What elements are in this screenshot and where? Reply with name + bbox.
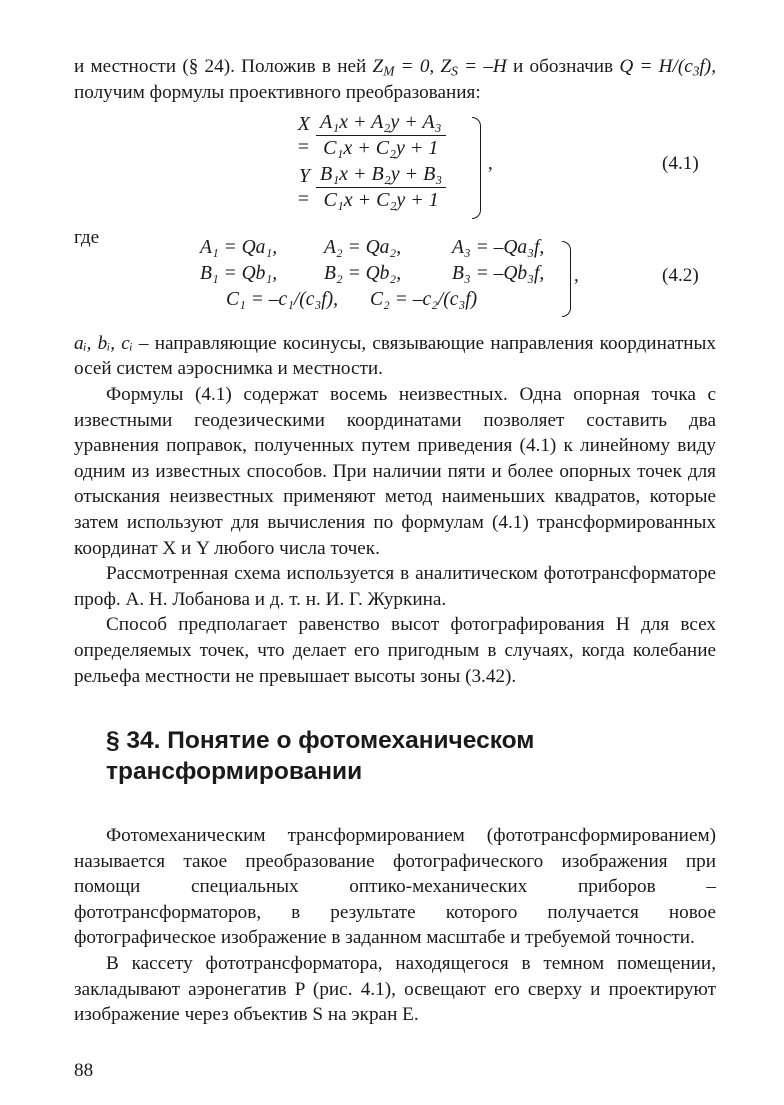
cosines-vars: aᵢ, bᵢ, cᵢ	[74, 332, 133, 354]
intro-text-3: получим формулы проективного преобразования:	[74, 81, 481, 103]
equation-x-denominator: C₁x + C₂y + 1	[323, 137, 439, 160]
where-label: где	[74, 227, 100, 249]
equation-y-numerator: B₁x + B₂y + B₃	[316, 163, 446, 188]
eq-c1: C₁ = –c₁/(c₃f),	[226, 288, 339, 310]
method-paragraph: Способ предполагает равенство высот фотографирования H для всех определяемых точек, что делает его пригодным в случаях, когда колебание рельефа местности не превышает высоты зоны (3.42).	[74, 614, 716, 687]
cosines-paragraph	[74, 331, 716, 382]
eq-b1: B₁ = Qb₁,	[200, 262, 278, 284]
eq-a3: A₃ = –Qa₃f,	[452, 236, 545, 258]
section-heading	[106, 725, 716, 787]
equation-y	[284, 163, 446, 212]
equation-x-lhs: X =	[296, 112, 310, 158]
section-heading-line-2: трансформировании	[106, 758, 363, 786]
equation-x	[284, 111, 446, 160]
cassette-paragraph: В кассету фототрансформатора, находящегося в темном помещении, закладывают аэронегатив P (рис. 4.1), освещают его сверху и проектируют изображение через объектив S на экран E.	[74, 953, 716, 1026]
scheme-paragraph: Рассмотренная схема используется в аналитическом фототрансформаторе проф. А. Н. Лобанова и д. т. н. И. Г. Журкина.	[74, 563, 716, 610]
equation-4-1: X = $\frac{\text{A₁x + A₂y + A₃}}{\text{C₁x + C₂y + 1}}$ Y = $\frac{\text{B₁x + B₂y + B₃}}{\text{C₁x + C₂y + 1}}$ , (4.1)	[74, 109, 716, 219]
page-body	[74, 54, 716, 1028]
equation-4-2-number: (4.2)	[662, 264, 699, 286]
cosines-text: – направляющие косинусы, связывающие направления координатных осей систем аэроснимка и местности.	[74, 332, 716, 380]
intro-text: и местности (§ 24). Положив в ней	[74, 56, 373, 77]
equation-y-lhs: Y =	[296, 164, 310, 210]
definition-paragraph: Фотомеханическим трансформированием (фототрансформированием) называется такое преобразование фотографического изображения при помощи специальных оптико-механических приборов – фототрансформаторов, в результате которого получается новое фотографическое изображение в заданном масштабе и требуемой точности.	[74, 825, 716, 949]
eq-b2: B₂ = Qb₂,	[324, 262, 402, 284]
equation-4-2-brace	[562, 241, 571, 317]
zs-symbol: $Z_S$	[440, 56, 458, 79]
equation-y-denominator: C₁x + C₂y + 1	[323, 189, 439, 212]
eq-c2: C₂ = –c₂/(c₃f)	[370, 288, 478, 310]
eq-a2: A₂ = Qa₂,	[324, 236, 402, 258]
section-heading-line-1: § 34. Понятие о фотомеханическом	[106, 727, 535, 755]
equation-4-1-number: (4.1)	[662, 153, 699, 175]
zm-value: = 0,	[394, 56, 441, 77]
intro-paragraph	[74, 54, 716, 105]
equation-4-2: A₁ = Qa₁, A₂ = Qa₂, A₃ = –Qa₃f, B₁ = Qb₁, B₂ = Qb₂, B₃ = –Qb₃f, C₁ = –c₁/(c₃f), C₂ = –c₂/(c₃f) , (4.2)	[74, 237, 716, 321]
formulas-paragraph: Формулы (4.1) содержат восемь неизвестных. Одна опорная точка с известными геодезическими координатами позволяет составить два уравнения поправок, полученных путем приведения (4.1) к линейному виду одним из известных способов. При наличии пяти и более опорных точек для отыскания неизвестных применяют метод наименьших квадратов, которые затем используют для вычисления по формулам (4.1) трансформированных координат X и Y любого числа точек.	[74, 383, 716, 559]
q-definition: $Q = H/(c_3f)$,	[619, 56, 716, 79]
page-number: 88	[74, 1060, 94, 1081]
zm-symbol: $Z_M$	[372, 56, 395, 79]
zs-value: = –H	[457, 56, 507, 77]
eq-a1: A₁ = Qa₁,	[200, 236, 278, 258]
equation-x-numerator: A₁x + A₂y + A₃	[316, 111, 446, 136]
eq-b3: B₃ = –Qb₃f,	[452, 262, 545, 284]
intro-text-2: и обозначив	[506, 56, 614, 77]
equation-4-1-brace	[472, 117, 481, 219]
